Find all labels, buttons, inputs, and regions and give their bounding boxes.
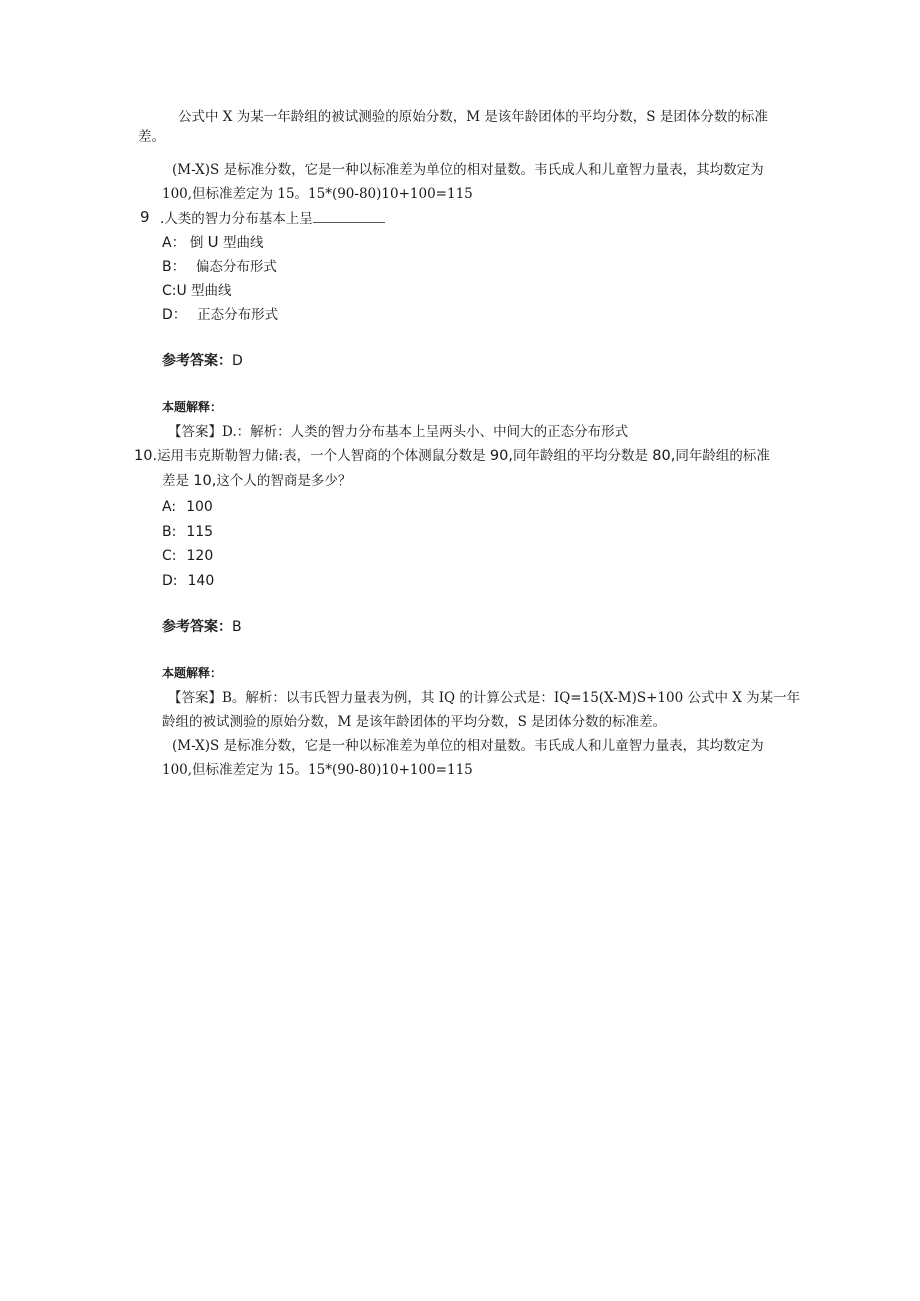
question-10-text-line-2 (162, 472, 351, 490)
question-10-text-line-1 (134, 447, 770, 465)
question-10-number: 10. (134, 448, 158, 464)
question-9-option-c (162, 282, 232, 300)
option-text: 偏态分布形式 (195, 259, 277, 275)
question-9-option-d (162, 306, 278, 324)
question-9-stem: .人类的智力分布基本上呈 (160, 211, 313, 227)
question-10-explanation-heading: 本题解释： (162, 666, 223, 680)
option-letter: B： (162, 259, 186, 275)
question-9-text (160, 210, 385, 228)
option-text: 型曲线 (186, 283, 232, 299)
question-10-option-b (162, 523, 213, 541)
option-text: 型曲线 (218, 235, 264, 251)
option-letter: C: (162, 548, 177, 564)
answer-value: B (232, 619, 242, 635)
option-value: 100 (186, 499, 213, 515)
question-10-explanation-line-4: 100,但标准差定为 15。15*(90-80)10+100=115 (162, 762, 473, 778)
question-10-answer (162, 618, 242, 636)
option-value: 140 (187, 573, 215, 589)
question-10-stem: 同年龄组的平均分数是 (512, 448, 653, 464)
answer-value: D (232, 353, 243, 369)
option-value: 120 (186, 548, 214, 564)
question-9-option-b (162, 258, 277, 276)
question-10-option-c (162, 547, 213, 565)
question-10-explanation-line-2: 龄组的被试测验的原始分数，M 是该年龄团体的平均分数，S 是团体分数的标准差。 (162, 714, 667, 730)
option-letter: A： (162, 235, 186, 251)
top-paragraph-line-4: 100,但标准差定为 15。15*(90-80)10+100=115 (162, 186, 473, 202)
question-9-explanation-line-1: 【答案】D.：解析：人类的智力分布基本上呈两头小、中间大的正态分布形式 (168, 424, 629, 440)
answer-label: 参考答案： (162, 353, 232, 369)
option-letter: C:U (162, 283, 187, 299)
top-paragraph-line-2: 差。 (138, 129, 165, 145)
option-letter: A: (162, 499, 177, 515)
question-10-explanation-line-1: 【答案】B。解析：以韦氏智力量表为例，其 IQ 的计算公式是：IQ=15(X-M)S+100 公式中 X 为某一年 (168, 690, 801, 706)
option-text: 倒 (189, 235, 208, 251)
question-10-value: 10, (193, 473, 217, 489)
option-letter: D： (162, 307, 187, 323)
option-value: 115 (186, 524, 214, 540)
question-9-explanation-heading: 本题解释： (162, 400, 223, 414)
answer-blank (313, 210, 385, 223)
option-letter: B: (162, 524, 177, 540)
question-10-value: 90, (489, 448, 513, 464)
option-letter: D: (162, 573, 178, 589)
question-9-answer (162, 352, 243, 370)
question-9-number: 9 (140, 208, 150, 226)
top-paragraph-line-3: (M-X)S 是标准分数，它是一种以标准差为单位的相对量数。韦氏成人和儿童智力量表，其均数定为 (172, 162, 764, 178)
question-10-stem: 运用韦克斯勒智力储:表，一个人智商的个体测鼠分数是 (157, 448, 490, 464)
option-text: U (207, 233, 219, 251)
option-text: 正态分布形式 (197, 307, 279, 323)
question-10-stem: 差是 (162, 473, 194, 489)
question-10-value: 80, (652, 448, 676, 464)
question-10-explanation-line-3: (M-X)S 是标准分数，它是一种以标准差为单位的相对量数。韦氏成人和儿童智力量表，其均数定为 (172, 738, 764, 754)
question-10-option-a (162, 498, 213, 516)
question-10-stem: 这个人的智商是多少？ (216, 473, 352, 489)
question-10-option-d (162, 572, 214, 590)
question-9-option-a (162, 233, 263, 252)
question-10-stem: 同年龄组的标准 (675, 448, 770, 464)
top-paragraph-line-1: 公式中 X 为某一年龄组的被试测验的原始分数，M 是该年龄团体的平均分数，S 是团体分数的标准 (178, 109, 768, 125)
answer-label: 参考答案： (162, 619, 232, 635)
